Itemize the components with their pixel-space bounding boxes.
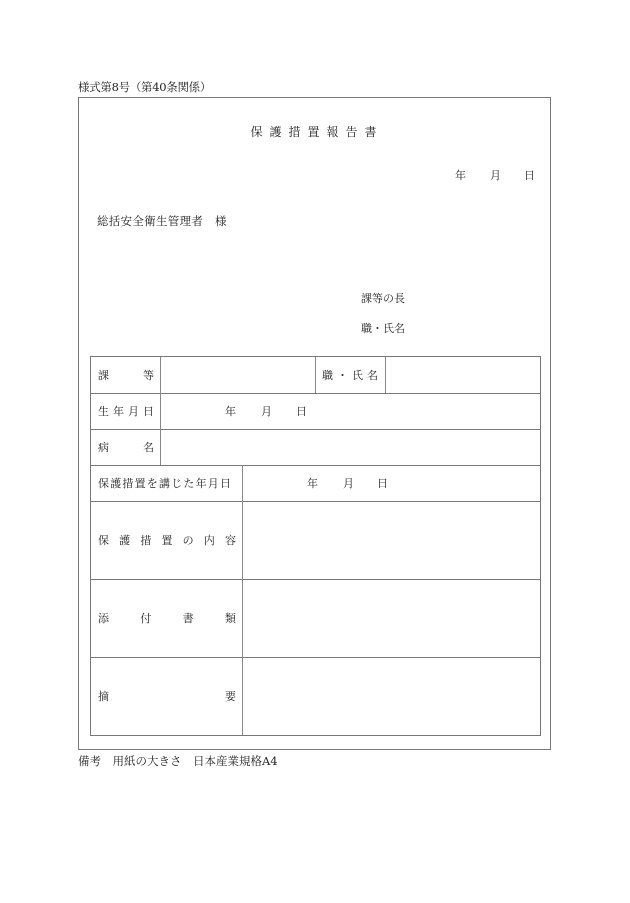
remarks-field[interactable] — [243, 657, 541, 735]
label-section: 課 等 — [98, 369, 154, 382]
label-attachments: 添 付 書 類 — [98, 612, 236, 625]
sender-section-head: 課等の長 — [361, 292, 405, 305]
measure-content-field[interactable] — [243, 501, 541, 579]
label-remarks: 摘 要 — [98, 690, 236, 703]
report-date-day: 日 — [524, 169, 535, 182]
col-divider — [315, 357, 316, 393]
label-measure-date: 保護措置を講じた年月日 — [98, 477, 233, 490]
sender-name-label: 職・氏名 — [361, 322, 405, 335]
birthdate-year: 年 — [225, 405, 236, 418]
birthdate-month: 月 — [261, 405, 272, 418]
birthdate-field[interactable] — [161, 393, 541, 429]
report-date-month: 月 — [490, 169, 501, 182]
label-disease: 病 名 — [98, 441, 154, 454]
form-id: 様式第8号（第40条関係） — [78, 80, 212, 94]
section-field[interactable] — [161, 357, 315, 393]
measure-date-day: 日 — [377, 477, 388, 490]
document-title: 保護措置報告書 — [250, 125, 384, 139]
report-date-year: 年 — [455, 169, 466, 182]
addressee: 総括安全衛生管理者 様 — [97, 214, 227, 228]
measure-date-field[interactable] — [243, 465, 541, 501]
attachments-field[interactable] — [243, 579, 541, 657]
label-measure-content: 保 護 措 置 の 内 容 — [98, 534, 236, 547]
position-name-field[interactable] — [386, 357, 541, 393]
footnote: 備考 用紙の大きさ 日本産業規格A4 — [78, 754, 278, 768]
disease-field[interactable] — [161, 429, 541, 465]
report-table — [90, 356, 541, 736]
label-position-name: 職 ・ 氏 名 — [322, 369, 378, 382]
label-birthdate: 生 年 月 日 — [98, 405, 154, 418]
birthdate-day: 日 — [296, 405, 307, 418]
measure-date-year: 年 — [307, 477, 318, 490]
measure-date-month: 月 — [343, 477, 354, 490]
